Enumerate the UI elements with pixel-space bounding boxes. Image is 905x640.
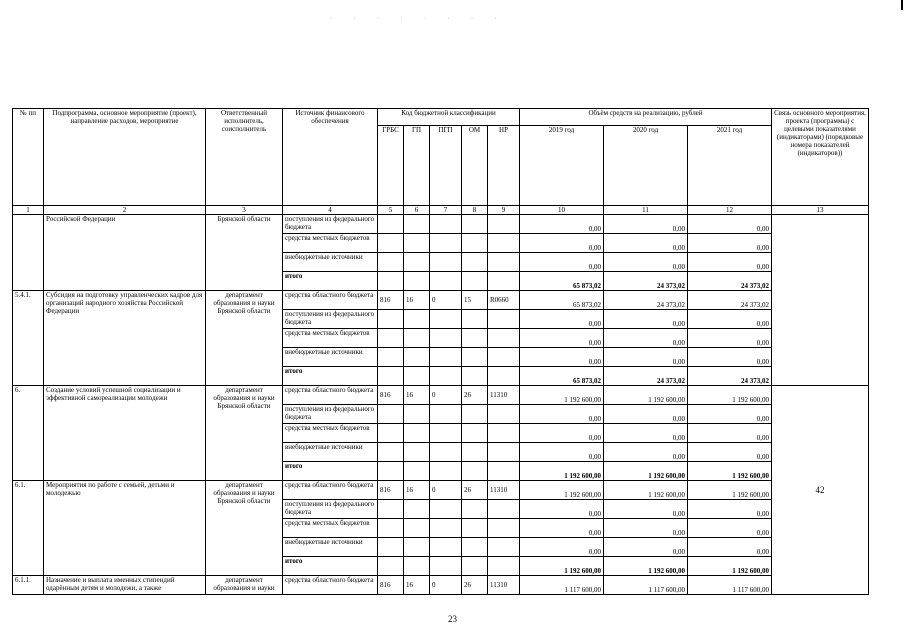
budget-code-cell — [488, 519, 520, 538]
funding-source: внебюджетные источники — [283, 443, 378, 462]
funding-source: поступления из федерального бюджета — [283, 215, 378, 234]
funding-source: итого — [283, 557, 378, 576]
amount-cell: 1 192 600,00 — [520, 462, 604, 481]
column-number: 9 — [488, 206, 520, 215]
budget-code-cell: 26 — [462, 576, 488, 595]
budget-code-cell — [488, 234, 520, 253]
amount-cell: 0,00 — [604, 348, 688, 367]
funding-source: внебюджетные источники — [283, 538, 378, 557]
budget-code-cell — [488, 424, 520, 443]
header-row-top — [13, 109, 869, 126]
amount-cell: 1 117 600,00 — [688, 576, 772, 595]
amount-cell: 0,00 — [520, 538, 604, 557]
budget-code-cell — [378, 500, 404, 519]
funding-source: поступления из федерального бюджета — [283, 310, 378, 329]
budget-code-cell — [404, 215, 430, 234]
page-edge-mark — [901, 0, 903, 10]
funding-source: поступления из федерального бюджета — [283, 500, 378, 519]
header-program: Подпрограмма, основное мероприятие (проект), направление расходов, мероприятие — [44, 109, 206, 206]
page-number: 23 — [448, 614, 457, 624]
budget-code-cell: 15 — [462, 291, 488, 310]
budget-code-cell — [462, 538, 488, 557]
budget-code-cell — [430, 329, 462, 348]
budget-code-cell: 816 — [378, 386, 404, 405]
executor-name: департамент образования и науки — [206, 576, 283, 595]
budget-code-cell — [378, 405, 404, 424]
budget-code-cell — [378, 557, 404, 576]
row-number: 6.1.1. — [13, 576, 44, 595]
amount-cell: 0,00 — [688, 519, 772, 538]
header-pgp: ПГП — [430, 126, 462, 206]
budget-code-cell: 26 — [462, 481, 488, 500]
amount-cell: 0,00 — [688, 310, 772, 329]
budget-code-cell — [404, 310, 430, 329]
budget-code-cell: 0 — [430, 481, 462, 500]
budget-code-cell: 816 — [378, 576, 404, 595]
column-number: 6 — [404, 206, 430, 215]
budget-code-cell — [462, 367, 488, 386]
indicator-link: 42 — [772, 386, 869, 595]
header-2019: 2019 год — [520, 126, 604, 206]
amount-cell: 1 192 600,00 — [688, 386, 772, 405]
budget-code-cell — [462, 557, 488, 576]
amount-cell: 0,00 — [604, 500, 688, 519]
budget-code-cell — [462, 329, 488, 348]
amount-cell: 0,00 — [520, 348, 604, 367]
amount-cell: 0,00 — [604, 424, 688, 443]
amount-cell: 0,00 — [688, 348, 772, 367]
budget-code-cell — [462, 424, 488, 443]
budget-code-cell: R0660 — [488, 291, 520, 310]
budget-code-cell — [430, 272, 462, 291]
executor-name: департамент образования и науки Брянской области — [206, 291, 283, 386]
amount-cell: 0,00 — [604, 215, 688, 234]
row-number: 5.4.1. — [13, 291, 44, 386]
budget-code-cell — [404, 253, 430, 272]
amount-cell: 0,00 — [688, 405, 772, 424]
header-num: № пп — [13, 109, 44, 206]
budget-code-cell — [488, 348, 520, 367]
column-number: 11 — [604, 206, 688, 215]
budget-code-cell — [430, 462, 462, 481]
budget-code-cell — [462, 253, 488, 272]
column-number: 2 — [44, 206, 206, 215]
amount-cell: 24 373,02 — [604, 367, 688, 386]
table-row — [13, 481, 869, 500]
amount-cell: 0,00 — [604, 253, 688, 272]
budget-code-cell — [488, 462, 520, 481]
budget-code-cell — [430, 215, 462, 234]
budget-code-cell — [378, 443, 404, 462]
row-number — [13, 215, 44, 291]
table-row — [13, 576, 869, 595]
amount-cell: 1 117 600,00 — [520, 576, 604, 595]
amount-cell: 1 192 600,00 — [688, 481, 772, 500]
header-om: ОМ — [462, 126, 488, 206]
budget-code-cell — [430, 348, 462, 367]
header-link: Связь основного мероприятия, проекта (программы) с целевыми показателями (индикаторами) (порядковые номера показателей (индикаторов)) — [772, 109, 869, 206]
amount-cell: 1 192 600,00 — [520, 386, 604, 405]
amount-cell: 0,00 — [520, 234, 604, 253]
column-number: 12 — [688, 206, 772, 215]
executor-name: департамент образования и науки Брянской области — [206, 481, 283, 576]
budget-code-cell — [488, 310, 520, 329]
table-row — [13, 215, 869, 234]
amount-cell: 0,00 — [604, 310, 688, 329]
amount-cell: 0,00 — [604, 405, 688, 424]
amount-cell: 1 192 600,00 — [688, 462, 772, 481]
budget-code-cell: 26 — [462, 386, 488, 405]
budget-code-cell — [430, 557, 462, 576]
funding-source: поступления из федерального бюджета — [283, 405, 378, 424]
budget-code-cell — [430, 500, 462, 519]
budget-code-cell — [404, 424, 430, 443]
budget-code-cell — [378, 310, 404, 329]
column-number: 3 — [206, 206, 283, 215]
amount-cell: 1 192 600,00 — [604, 386, 688, 405]
budget-code-cell — [488, 538, 520, 557]
budget-code-cell — [430, 443, 462, 462]
header-np: НР — [488, 126, 520, 206]
amount-cell: 0,00 — [688, 234, 772, 253]
amount-cell: 0,00 — [688, 443, 772, 462]
program-name: Мероприятия по работе с семьей, детьми и молодежью — [44, 481, 206, 576]
amount-cell: 1 192 600,00 — [604, 462, 688, 481]
budget-code-cell — [404, 329, 430, 348]
budget-code-cell — [378, 329, 404, 348]
program-name: Назначение и выплата именных стипендий одарённым детям и молодежи, а также — [44, 576, 206, 595]
budget-code-cell — [404, 462, 430, 481]
amount-cell: 1 192 600,00 — [604, 557, 688, 576]
budget-code-cell: 11310 — [488, 481, 520, 500]
funding-source: средства областного бюджета — [283, 291, 378, 310]
budget-code-cell — [404, 405, 430, 424]
row-number: 6. — [13, 386, 44, 481]
budget-code-cell — [378, 519, 404, 538]
header-volume: Объём средств на реализацию, рублей — [520, 109, 772, 126]
budget-code-cell: 16 — [404, 291, 430, 310]
column-number: 1 — [13, 206, 44, 215]
budget-code-cell — [378, 234, 404, 253]
amount-cell: 0,00 — [604, 519, 688, 538]
amount-cell: 65 873,02 — [520, 291, 604, 310]
budget-code-cell — [378, 348, 404, 367]
budget-code-cell — [430, 519, 462, 538]
indicator-link — [772, 215, 869, 386]
budget-code-cell — [404, 557, 430, 576]
budget-code-cell — [462, 519, 488, 538]
amount-cell: 24 373,02 — [688, 272, 772, 291]
budget-code-cell — [404, 348, 430, 367]
funding-source: средства областного бюджета — [283, 386, 378, 405]
budget-code-cell: 0 — [430, 386, 462, 405]
budget-code-cell: 816 — [378, 481, 404, 500]
column-number: 5 — [378, 206, 404, 215]
budget-code-cell — [488, 329, 520, 348]
amount-cell: 65 873,02 — [520, 272, 604, 291]
budget-code-cell — [404, 272, 430, 291]
budget-code-cell: 16 — [404, 576, 430, 595]
column-numbers-row — [13, 206, 869, 215]
table-row — [13, 386, 869, 405]
budget-code-cell — [488, 557, 520, 576]
amount-cell: 0,00 — [604, 329, 688, 348]
amount-cell: 1 192 600,00 — [520, 557, 604, 576]
budget-code-cell: 816 — [378, 291, 404, 310]
amount-cell: 1 192 600,00 — [604, 481, 688, 500]
amount-cell: 0,00 — [520, 215, 604, 234]
table-row — [13, 291, 869, 310]
funding-source: средства областного бюджета — [283, 576, 378, 595]
budget-code-cell: 0 — [430, 576, 462, 595]
budget-code-cell — [430, 538, 462, 557]
budget-code-cell — [462, 272, 488, 291]
amount-cell: 65 873,02 — [520, 367, 604, 386]
budget-code-cell — [378, 367, 404, 386]
budget-code-cell — [430, 310, 462, 329]
amount-cell: 0,00 — [520, 443, 604, 462]
amount-cell: 1 192 600,00 — [520, 481, 604, 500]
column-number: 10 — [520, 206, 604, 215]
funding-source: внебюджетные источники — [283, 253, 378, 272]
amount-cell: 0,00 — [604, 538, 688, 557]
budget-code-cell — [462, 500, 488, 519]
header-source: Источник финансового обеспечения — [283, 109, 378, 206]
amount-cell: 0,00 — [688, 538, 772, 557]
budget-code-cell — [462, 405, 488, 424]
funding-source: средства областного бюджета — [283, 481, 378, 500]
amount-cell: 0,00 — [520, 519, 604, 538]
budget-code-cell — [462, 234, 488, 253]
header-2021: 2021 год — [688, 126, 772, 206]
funding-source: средства местных бюджетов — [283, 519, 378, 538]
budget-code-cell: 16 — [404, 386, 430, 405]
funding-source: средства местных бюджетов — [283, 424, 378, 443]
budget-code-cell — [378, 215, 404, 234]
executor-name: департамент образования и науки Брянской области — [206, 386, 283, 481]
row-number: 6.1. — [13, 481, 44, 576]
amount-cell: 0,00 — [520, 329, 604, 348]
budget-code-cell — [378, 538, 404, 557]
program-name: Создание условий успешной социализации и эффективной самореализации молодежи — [44, 386, 206, 481]
funding-source: итого — [283, 367, 378, 386]
budget-code-cell — [430, 367, 462, 386]
budget-code-cell: 11310 — [488, 576, 520, 595]
budget-code-cell — [488, 500, 520, 519]
budget-code-cell — [378, 462, 404, 481]
budget-code-cell — [430, 253, 462, 272]
budget-code-cell — [404, 367, 430, 386]
header-gp: ГП — [404, 126, 430, 206]
budget-code-cell — [404, 538, 430, 557]
budget-code-cell — [430, 234, 462, 253]
amount-cell: 0,00 — [604, 443, 688, 462]
header-executor: Ответственный исполнитель, соисполнитель — [206, 109, 283, 206]
budget-code-cell — [462, 443, 488, 462]
budget-code-cell — [462, 215, 488, 234]
amount-cell: 1 117 600,00 — [604, 576, 688, 595]
amount-cell: 0,00 — [520, 424, 604, 443]
amount-cell: 0,00 — [604, 234, 688, 253]
funding-source: итого — [283, 462, 378, 481]
amount-cell: 0,00 — [688, 253, 772, 272]
column-number: 7 — [430, 206, 462, 215]
column-number: 4 — [283, 206, 378, 215]
budget-table — [12, 108, 869, 595]
column-number: 8 — [462, 206, 488, 215]
amount-cell: 0,00 — [688, 329, 772, 348]
funding-source: средства местных бюджетов — [283, 329, 378, 348]
budget-code-cell — [404, 234, 430, 253]
budget-code-cell — [488, 272, 520, 291]
budget-code-cell: 11310 — [488, 386, 520, 405]
funding-source: средства местных бюджетов — [283, 234, 378, 253]
amount-cell: 0,00 — [688, 215, 772, 234]
budget-code-cell — [488, 405, 520, 424]
budget-code-cell — [430, 405, 462, 424]
amount-cell: 24 373,02 — [688, 367, 772, 386]
funding-source: внебюджетные источники — [283, 348, 378, 367]
budget-code-cell — [404, 443, 430, 462]
budget-code-cell — [488, 253, 520, 272]
budget-code-cell — [378, 272, 404, 291]
amount-cell: 24 373,02 — [688, 291, 772, 310]
budget-code-cell — [404, 519, 430, 538]
budget-code-cell — [430, 424, 462, 443]
amount-cell: 0,00 — [520, 500, 604, 519]
header-grbs: ГРБС — [378, 126, 404, 206]
amount-cell: 24 373,02 — [604, 291, 688, 310]
budget-code-cell — [378, 253, 404, 272]
budget-code-cell — [488, 215, 520, 234]
budget-code-cell — [462, 462, 488, 481]
amount-cell: 1 192 600,00 — [688, 557, 772, 576]
budget-code-cell — [488, 367, 520, 386]
program-name: Субсидия на подготовку управленческих кадров для организаций народного хозяйства Российской Федерации — [44, 291, 206, 386]
budget-code-cell — [462, 348, 488, 367]
amount-cell: 0,00 — [520, 310, 604, 329]
scan-noise: · · · · · · · · — [330, 16, 507, 22]
budget-code-cell: 16 — [404, 481, 430, 500]
header-2020: 2020 год — [604, 126, 688, 206]
amount-cell: 0,00 — [520, 253, 604, 272]
column-number: 13 — [772, 206, 869, 215]
amount-cell: 0,00 — [520, 405, 604, 424]
budget-code-cell: 0 — [430, 291, 462, 310]
amount-cell: 24 373,02 — [604, 272, 688, 291]
budget-code-cell — [378, 424, 404, 443]
budget-code-cell — [488, 443, 520, 462]
budget-code-cell — [404, 500, 430, 519]
budget-code-cell — [462, 310, 488, 329]
amount-cell: 0,00 — [688, 500, 772, 519]
funding-source: итого — [283, 272, 378, 291]
program-name: Российской Федерации — [44, 215, 206, 291]
executor-name: Брянской области — [206, 215, 283, 291]
header-budget-code: Код бюджетной классификации — [378, 109, 520, 126]
amount-cell: 0,00 — [688, 424, 772, 443]
